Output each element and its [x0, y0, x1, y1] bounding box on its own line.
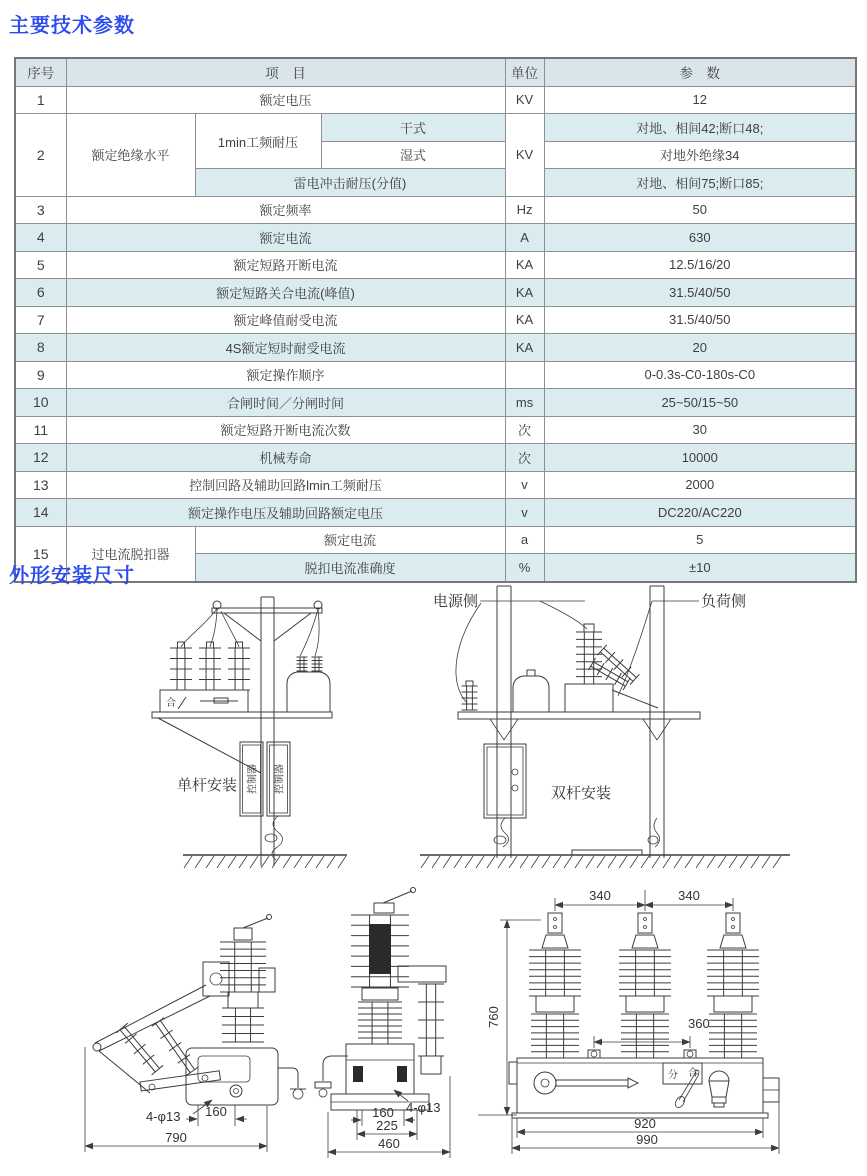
svg-text:790: 790	[165, 1130, 187, 1145]
cell-no: 12	[15, 444, 66, 472]
drawing-front-view	[315, 888, 450, 1159]
cell-unit: KA	[505, 251, 544, 279]
cell-param: 对地、相间75;断口85;	[544, 169, 856, 197]
control-box	[484, 744, 526, 818]
svg-text:990: 990	[636, 1132, 658, 1147]
cell-unit: KV	[505, 86, 544, 114]
table-header-row	[15, 58, 856, 86]
single-pole-label: 单杆安装	[177, 777, 238, 794]
table-row-11	[15, 416, 856, 444]
tech-params-table	[14, 57, 857, 583]
table-row-2a	[15, 114, 856, 142]
cell-item: 额定电流	[66, 224, 505, 252]
cell-item: 额定短路开断电流	[66, 251, 505, 279]
cell-unit: a	[505, 526, 544, 554]
phase-column-b	[619, 913, 671, 1058]
source-side-label: 电源侧	[433, 593, 479, 610]
interrupter	[369, 924, 391, 974]
header-no: 序号	[15, 58, 66, 86]
table-row-4	[15, 224, 856, 252]
dim-790	[85, 1047, 267, 1152]
cell-item: 4S额定短时耐受电流	[66, 334, 505, 362]
drawing-phase-view	[509, 888, 779, 1154]
svg-text:225: 225	[376, 1118, 398, 1133]
cell-sub-item: 1min工频耐压	[195, 114, 321, 169]
drawing-side-view	[85, 915, 306, 1153]
cell-param: 30	[544, 416, 856, 444]
cell-no: 7	[15, 306, 66, 334]
open-close-indicator	[663, 1063, 702, 1109]
control-box	[240, 742, 290, 816]
cell-no: 8	[15, 334, 66, 362]
double-pole-label: 双杆安装	[551, 785, 612, 802]
cell-item: 额定峰值耐受电流	[66, 306, 505, 334]
svg-text:340: 340	[678, 888, 700, 903]
close-label: 合	[688, 1068, 698, 1079]
cell-no: 3	[15, 196, 66, 224]
cell-param: 12.5/16/20	[544, 251, 856, 279]
cell-item: 过电流脱扣器	[66, 526, 195, 582]
cell-param: 2000	[544, 471, 856, 499]
ground-hatch	[420, 850, 790, 868]
cell-param: 50	[544, 196, 856, 224]
cell-param: 31.5/40/50	[544, 279, 856, 307]
cell-param: 0-0.3s-C0-180s-C0	[544, 361, 856, 389]
cell-no: 6	[15, 279, 66, 307]
table-row-13	[15, 471, 856, 499]
svg-text:360: 360	[688, 1016, 710, 1031]
cell-param: 对地外绝缘34	[544, 141, 856, 169]
phase-column-a	[529, 913, 581, 1058]
cell-unit: 次	[505, 444, 544, 472]
cell-no: 2	[15, 114, 66, 197]
mechanism-housing	[517, 1058, 763, 1113]
dim-160	[186, 1104, 247, 1126]
cell-sub-item: 雷电冲击耐压(分值)	[195, 169, 505, 197]
cell-unit: 次	[505, 416, 544, 444]
cell-unit: ms	[505, 389, 544, 417]
cell-item: 控制回路及辅助回路lmin工频耐压	[66, 471, 505, 499]
header-unit: 单位	[505, 58, 544, 86]
cell-no: 9	[15, 361, 66, 389]
ct-transformer	[287, 657, 330, 712]
cell-item: 额定短路开断电流次数	[66, 416, 505, 444]
cell-item: 额定绝缘水平	[66, 114, 195, 197]
cell-param: ±10	[544, 554, 856, 582]
cell-param: 20	[544, 334, 856, 362]
cell-unit: v	[505, 471, 544, 499]
cell-sub-item: 湿式	[321, 141, 505, 169]
operating-rod	[534, 1072, 638, 1094]
svg-text:4-φ13: 4-φ13	[406, 1100, 441, 1115]
cell-no: 1	[15, 86, 66, 114]
table-row-9	[15, 361, 856, 389]
dim-340-pair	[555, 888, 733, 911]
cell-no: 4	[15, 224, 66, 252]
header-param: 参 数	[544, 58, 856, 86]
cell-unit: v	[505, 499, 544, 527]
svg-text:340: 340	[589, 888, 611, 903]
dim-760	[478, 920, 541, 1115]
header-item: 项 目	[66, 58, 505, 86]
cell-no: 15	[15, 526, 66, 582]
mounting-platform	[152, 712, 332, 718]
table-row-6	[15, 279, 856, 307]
cell-item: 额定短路关合电流(峰值)	[66, 279, 505, 307]
cell-unit: %	[505, 554, 544, 582]
cell-unit: Hz	[505, 196, 544, 224]
cell-param: 对地、相间42;断口48;	[544, 114, 856, 142]
cell-item: 额定操作顺序	[66, 361, 505, 389]
svg-text:460: 460	[378, 1136, 400, 1151]
cell-param: 5	[544, 526, 856, 554]
dim-360	[594, 1016, 710, 1048]
cell-no: 13	[15, 471, 66, 499]
table-row-14	[15, 499, 856, 527]
cell-item: 机械寿命	[66, 444, 505, 472]
cell-item: 额定操作电压及辅助回路额定电压	[66, 499, 505, 527]
cell-unit: KV	[505, 114, 544, 197]
heading-tech-params: 主要技术参数	[9, 15, 135, 37]
cell-sub-item: 干式	[321, 114, 505, 142]
cell-sub-item: 额定电流	[195, 526, 505, 554]
svg-text:160: 160	[372, 1105, 394, 1120]
cell-param: 10000	[544, 444, 856, 472]
svg-text:160: 160	[205, 1104, 227, 1119]
drawing-double-pole	[420, 586, 790, 868]
cell-unit: KA	[505, 334, 544, 362]
table-row-3	[15, 196, 856, 224]
phase-column-c	[707, 913, 759, 1058]
platform-equipment	[462, 624, 659, 712]
cell-param: 25~50/15~50	[544, 389, 856, 417]
ground-hatch	[183, 855, 347, 868]
cell-no: 11	[15, 416, 66, 444]
table-row-7	[15, 306, 856, 334]
svg-text:4-φ13: 4-φ13	[146, 1109, 181, 1124]
installation-drawings	[0, 585, 867, 1176]
table-row-15a	[15, 526, 856, 554]
cell-param: 630	[544, 224, 856, 252]
svg-text:920: 920	[634, 1116, 656, 1131]
load-side-label: 负荷侧	[701, 593, 747, 610]
heading-dimensions: 外形安装尺寸	[9, 565, 135, 587]
cell-param: 31.5/40/50	[544, 306, 856, 334]
cell-item: 合闸时间／分闸时间	[66, 389, 505, 417]
table-row-10	[15, 389, 856, 417]
table-row-8	[15, 334, 856, 362]
drawing-single-pole	[152, 597, 347, 868]
cell-item: 额定电压	[66, 86, 505, 114]
cell-param: DC220/AC220	[544, 499, 856, 527]
bushing	[709, 1071, 729, 1107]
cell-unit: KA	[505, 306, 544, 334]
svg-text:760: 760	[486, 1006, 501, 1028]
controller-label: 控制器	[274, 764, 286, 794]
pole-breaker-insulators	[170, 642, 250, 690]
cell-unit	[505, 361, 544, 389]
cell-no: 10	[15, 389, 66, 417]
cell-no: 5	[15, 251, 66, 279]
cell-sub-item: 脱扣电流准确度	[195, 554, 505, 582]
dim-4xphi13	[146, 1100, 212, 1124]
cell-param: 12	[544, 86, 856, 114]
close-label: 合	[166, 698, 176, 709]
table-row-5	[15, 251, 856, 279]
table-row-1	[15, 86, 856, 114]
cell-no: 14	[15, 499, 66, 527]
cell-item: 额定频率	[66, 196, 505, 224]
cell-unit: A	[505, 224, 544, 252]
table-row-12	[15, 444, 856, 472]
cell-unit: KA	[505, 279, 544, 307]
controller-label: 控制器	[247, 764, 259, 794]
open-label: 分	[668, 1070, 678, 1081]
